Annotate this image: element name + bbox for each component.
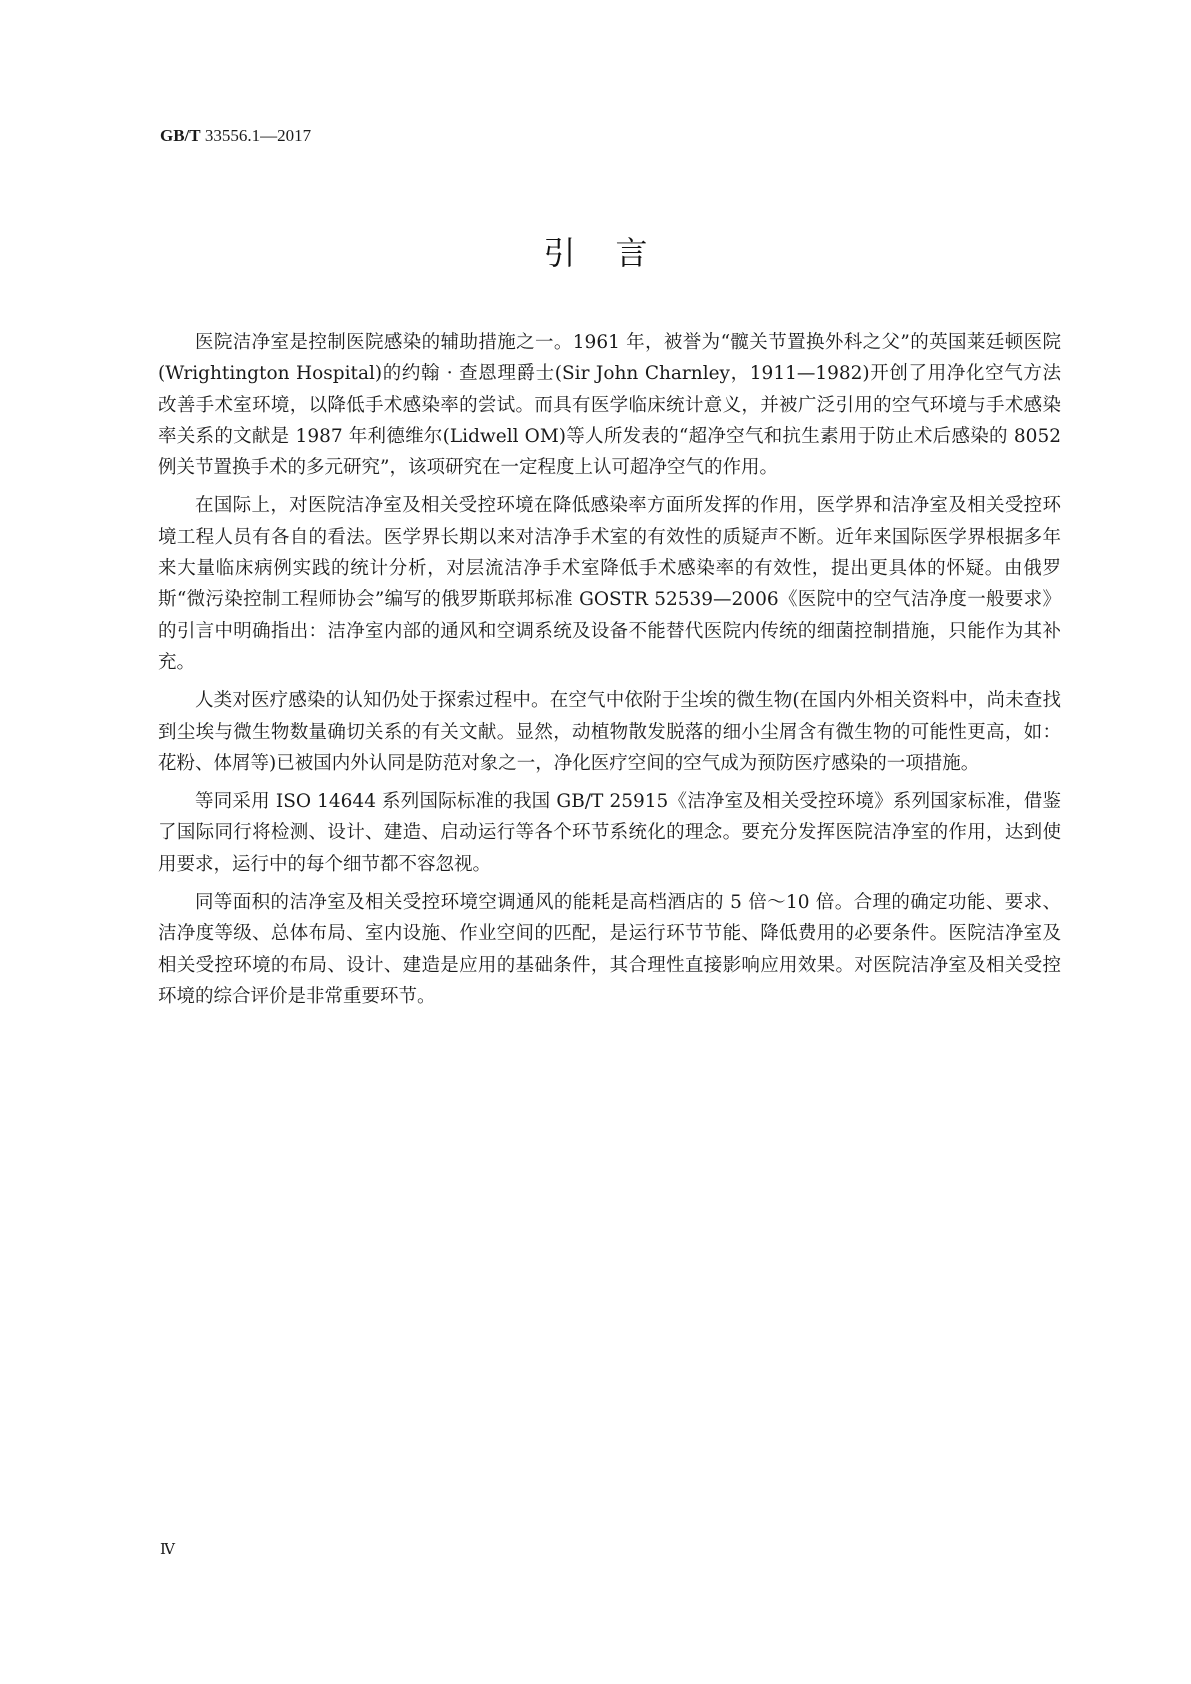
paragraph: 在国际上，对医院洁净室及相关受控环境在降低感染率方面所发挥的作用，医学界和洁净室及相关受控环境工程人员有各自的看法。医学界长期以来对洁净手术室的有效性的质疑声不断。近年来国际医学界根据多年来大量临床病例实践的统计分析，对层流洁净手术室降低手术感染率的有效性，提出更具体的怀疑。由俄罗斯“微污染控制工程师协会”编写的俄罗斯联邦标准 GOSTR 52539—2006《医院中的空气洁净度一般要求》的引言中明确指出：洁净室内部的通风和空调系统及设备不能替代医院内传统的细菌控制措施，只能作为其补充。	[158, 495, 1061, 673]
paragraph: 人类对医疗感染的认知仍处于探索过程中。在空气中依附于尘埃的微生物(在国内外相关资料中，尚未查找到尘埃与微生物数量确切关系的有关文献。显然，动植物散发脱落的细小尘屑含有微生物的可能性更高，如：花粉、体屑等)已被国内外认同是防范对象之一，净化医疗空间的空气成为预防医疗感染的一项措施。	[158, 690, 1061, 774]
standard-code	[160, 126, 311, 146]
page-number: Ⅳ	[160, 1542, 175, 1558]
paragraph: 同等面积的洁净室及相关受控环境空调通风的能耗是高档酒店的 5 倍～10 倍。合理的确定功能、要求、洁净度等级、总体布局、室内设施、作业空间的匹配，是运行环节节能、降低费用的必要条件。医院洁净室及相关受控环境的布局、设计、建造是应用的基础条件，其合理性直接影响应用效果。对医院洁净室及相关受控环境的综合评价是非常重要环节。	[158, 892, 1061, 1007]
paragraph: 等同采用 ISO 14644 系列国际标准的我国 GB/T 25915《洁净室及相关受控环境》系列国家标准，借鉴了国际同行将检测、设计、建造、启动运行等各个环节系统化的理念。要充分发挥医院洁净室的作用，达到使用要求，运行中的每个细节都不容忽视。	[158, 791, 1061, 875]
paragraph: 医院洁净室是控制医院感染的辅助措施之一。1961 年，被誉为“髋关节置换外科之父”的英国莱廷顿医院(Wrightington Hospital)的约翰 · 查恩理爵士(Sir John Charnley，1911—1982)开创了用净化空气方法改善手术室环境，以降低手术感染率的尝试。而具有医学临床统计意义，并被广泛引用的空气环境与手术感染率关系的文献是 1987 年利德维尔(Lidwell OM)等人所发表的“超净空气和抗生素用于防止术后感染的 8052 例关节置换手术的多元研究”，该项研究在一定程度上认可超净空气的作用。	[158, 332, 1061, 479]
introduction-body	[158, 327, 1061, 1019]
page-title: 引言	[543, 234, 688, 272]
standard-number: 33556.1—2017	[204, 126, 312, 145]
standard-prefix: GB/T	[160, 126, 201, 145]
